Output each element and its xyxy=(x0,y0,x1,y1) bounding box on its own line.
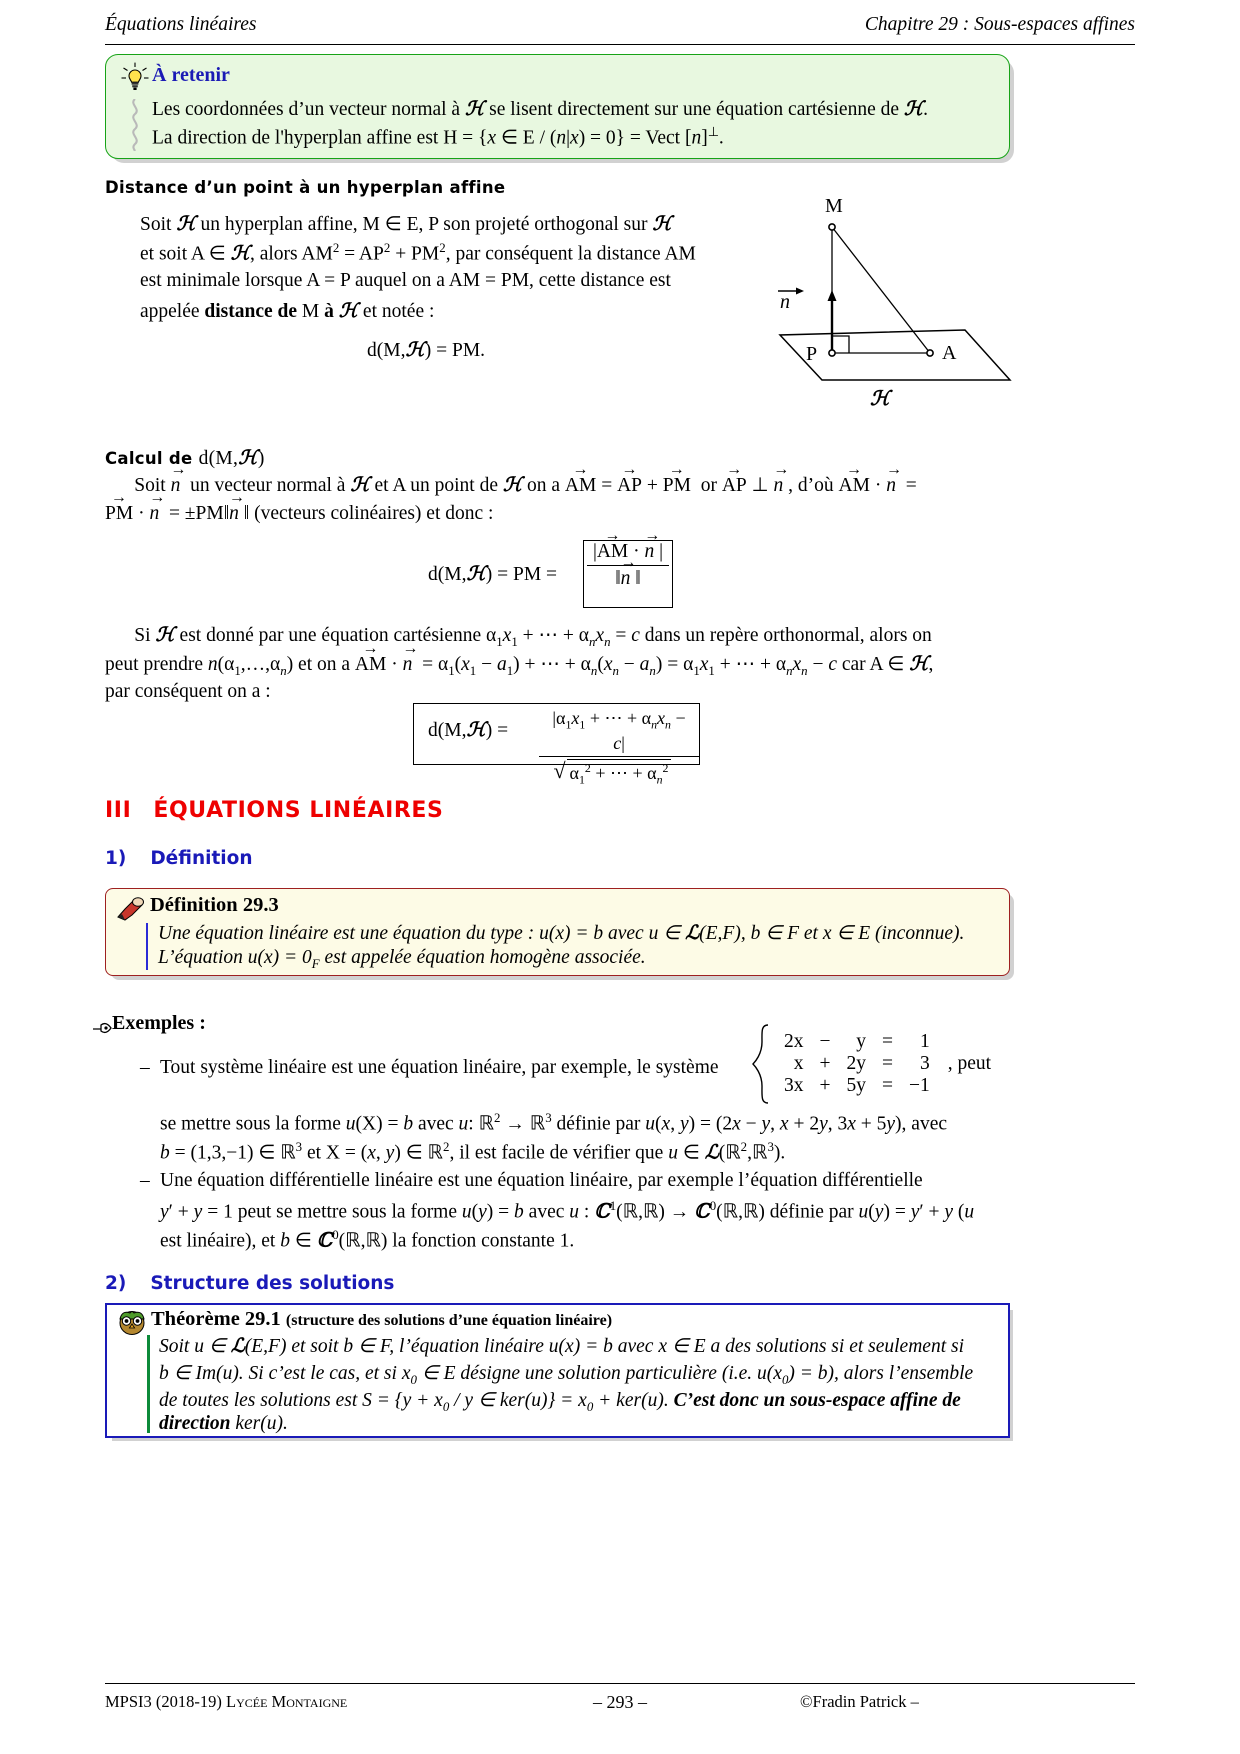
system-cell: = xyxy=(882,1075,893,1096)
calcul-subsection-heading: Calcul de d(M,ℋ) xyxy=(105,446,265,469)
system-cell: 2y xyxy=(846,1053,866,1074)
boxed-formula-2-lhs: d(M,ℋ) = xyxy=(428,718,509,741)
system-cell: −1 xyxy=(909,1075,930,1096)
header-left-title: Équations linéaires xyxy=(105,14,257,35)
theorem-line-4: direction ker(u). xyxy=(159,1413,288,1434)
definition-title: Définition 29.3 xyxy=(150,894,279,916)
system-cell: = xyxy=(882,1031,893,1052)
calcul-line-1: Soit → n un vecteur normal à ℋ et A un point de ℋ on a → AM = → AP + → PM or → AP ⊥ → n , d’où → AM · → n = xyxy=(105,473,917,497)
system-cell: 2x xyxy=(784,1031,804,1052)
theorem-line-1: Soit u ∈ ℒ(E,F) et soit b ∈ F, l’équation linéaire u(x) = b avec x ∈ E a des solutions si et seulement si xyxy=(159,1334,964,1357)
distance-paragraph-line-1: Soit ℋ un hyperplan affine, M ∈ E, P son projeté orthogonal sur ℋ xyxy=(140,212,672,235)
figure-label-P: P xyxy=(806,343,818,365)
system-table xyxy=(776,1031,938,1097)
system-cell: + xyxy=(819,1075,831,1096)
footer-rule xyxy=(105,1683,1135,1684)
pen-icon xyxy=(116,895,150,921)
figure-label-hyperplane: ℋ xyxy=(870,386,890,410)
system-row xyxy=(776,1053,938,1075)
section-iii-title: ÉQUATIONS LINÉAIRES xyxy=(153,798,444,823)
figure-label-M: M xyxy=(825,195,843,217)
footer-course: MPSI3 (2018-19) xyxy=(105,1692,227,1711)
a-retenir-line-2: La direction de l'hyperplan affine est H = {x ∈ E / (n|x) = 0} = Vect [n]⊥. xyxy=(152,125,724,149)
system-row xyxy=(776,1075,938,1097)
system-cell: 3x xyxy=(784,1075,804,1096)
example-1-line-2: se mettre sous la forme u(X) = b avec u: ℝ$^2$ → ℝ$^3$ définie par u(x, y) = (2x − y, x + 2y, 3x + 5y), avec xyxy=(160,1111,948,1135)
theorem-title-sub: (structure des solutions d’une équation linéaire) xyxy=(285,1312,613,1329)
distance-formula: d(M,ℋ) = PM. xyxy=(367,338,486,361)
figure-label-A: A xyxy=(942,342,957,364)
distance-paragraph-line-2: et soit A ∈ ℋ, alors $AM^2 = AP^2 + PM^2$, par conséquent la distance AM xyxy=(140,241,696,265)
definition-box xyxy=(105,888,1010,976)
calcul-line-2: → PM · → n = ±PM‖→ n ‖ (vecteurs colinéaires) et donc : xyxy=(105,503,493,525)
example-1-line-1: Tout système linéaire est une équation linéaire, par exemple, le système xyxy=(160,1057,719,1078)
boxed-formula-2-denominator: √ $\alpha_1^2$ + ⋯ + $\alpha_n^2$ xyxy=(539,757,699,788)
subsection-1-heading xyxy=(105,848,253,869)
a-retenir-line-1: Les coordonnées d’un vecteur normal à ℋ se lisent directement sur une équation cartésienne de ℋ. xyxy=(152,97,929,120)
calcul-line-5: par conséquent on a : xyxy=(105,681,271,702)
example-1-line-3: b = (1,3,−1) ∈ ℝ$^3$ et X = (x, y) ∈ ℝ$^2$, il est facile de vérifier que u ∈ ℒ(ℝ$^2$,ℝ$^3$). xyxy=(160,1140,786,1164)
theorem-accent-bar xyxy=(147,1335,150,1433)
lightbulb-icon xyxy=(118,61,152,95)
distance-subsection-heading: Distance d’un point à un hyperplan affine xyxy=(105,178,506,197)
examples-title: Exemples : xyxy=(112,1012,206,1034)
example-2-dash: – xyxy=(140,1170,150,1191)
boxed-formula-1 xyxy=(583,540,673,608)
calcul-heading-label: Calcul de xyxy=(105,449,193,468)
system-cell: 3 xyxy=(920,1053,930,1074)
theorem-line-3: de toutes les solutions est $S = \{y + x_0 / y$ ∈ $ker(u)\} = x_0 + ker(u)$. C’est donc un sous-espace affine de xyxy=(159,1390,961,1414)
system-trailing-text: , peut xyxy=(947,1053,992,1074)
system-cell: − xyxy=(819,1031,831,1052)
calcul-line-4: peut prendre $n(\alpha_1,\dots,\alpha_n)$ et on a → AM · → $n = \alpha_1(x_1 - a_1)$ + ⋯ + $\alpha_n(x_n - a_n) = \alpha_1x_1$ + ⋯ + $\alpha_nx_n - c$ car A ∈ ℋ, xyxy=(105,652,933,679)
a-retenir-box xyxy=(105,54,1010,159)
system-cell: 1 xyxy=(920,1031,930,1052)
page-header xyxy=(105,14,1135,36)
system-cell: = xyxy=(882,1053,893,1074)
definition-line-1: Une équation linéaire est une équation du type : u(x) = b avec u ∈ ℒ(E,F), b ∈ F et x ∈ E (inconnue). xyxy=(158,921,965,944)
system-cell: y xyxy=(856,1031,866,1052)
subsection-2-heading xyxy=(105,1273,394,1294)
hyperplane-distance-figure xyxy=(760,190,1040,415)
subsection-2-number: 2) xyxy=(105,1273,127,1294)
example-1-dash: – xyxy=(140,1057,150,1078)
example-2-line-3: est linéaire), et b ∈ ℂ$^0$(ℝ,ℝ) la fonction constante 1. xyxy=(160,1228,575,1252)
boxed-formula-2-numerator: $|\alpha_1x_1$ + ⋯ + $\alpha_nx_n - c|$ xyxy=(539,708,699,757)
boxed-formula-1-denominator: ‖→ n ‖ xyxy=(587,566,669,590)
system-row xyxy=(776,1031,938,1053)
squiggle-decoration-icon xyxy=(128,99,142,151)
distance-paragraph-line-3: est minimale lorsque A = P auquel on a AM = PM, cette distance est xyxy=(140,270,671,291)
header-right-title: Chapitre 29 : Sous-espaces affines xyxy=(864,14,1135,35)
header-rule xyxy=(105,44,1135,45)
left-brace-icon xyxy=(752,1024,770,1104)
hand-pointer-icon xyxy=(92,1016,114,1036)
definition-line-2: L’équation $u(x) = 0_F$ est appelée équation homogène associée. xyxy=(158,947,646,971)
section-iii-number: III xyxy=(105,798,132,823)
theorem-title-main: Théorème 29.1 xyxy=(151,1308,281,1330)
boxed-formula-2 xyxy=(413,703,700,787)
system-cell: 5y xyxy=(846,1075,866,1096)
footer-page-number: – 293 – xyxy=(593,1692,647,1712)
example-2-line-2: y′ + y = 1 peut se mettre sous la forme u(y) = b avec u : ℂ$^1$(ℝ,ℝ) → ℂ$^0$(ℝ,ℝ) définie par u(y) = y′ + y (u xyxy=(160,1199,975,1223)
owl-icon xyxy=(115,1309,149,1335)
linear-system xyxy=(752,1025,991,1103)
figure-label-n: n xyxy=(780,291,790,313)
definition-accent-bar xyxy=(146,923,148,970)
distance-paragraph-line-4: appelée distance de M à ℋ et notée : xyxy=(140,299,435,322)
subsection-2-title: Structure des solutions xyxy=(150,1273,395,1294)
theorem-box xyxy=(105,1303,1010,1438)
footer-copyright: ©Fradin Patrick – xyxy=(800,1692,919,1711)
boxed-formula-1-numerator: |→ AM · → n | xyxy=(587,541,669,566)
section-iii-heading xyxy=(105,798,443,823)
subsection-1-number: 1) xyxy=(105,848,127,869)
theorem-line-2: b ∈ Im(u). Si c’est le cas, et si $x_0$ ∈ E désigne une solution particulière (i.e. $u(x_0) = b$), alors l’ensemble xyxy=(159,1363,974,1387)
example-2-line-1: Une équation différentielle linéaire est une équation linéaire, par exemple l’équation différentielle xyxy=(160,1170,923,1191)
calcul-line-3: Si ℋ est donné par une équation cartésienne $\alpha_1x_1$ + ⋯ + $\alpha_nx_n = c$ dans un repère orthonormal, alors on xyxy=(105,623,932,649)
footer-school: Lycée Montaigne xyxy=(226,1692,348,1711)
theorem-title xyxy=(151,1308,612,1331)
boxed-formula-1-lhs: d(M,ℋ) = PM = xyxy=(428,562,558,585)
subsection-1-title: Définition xyxy=(150,848,253,869)
system-cell: x xyxy=(793,1053,804,1074)
system-cell: + xyxy=(819,1053,831,1074)
a-retenir-title: À retenir xyxy=(152,64,230,86)
